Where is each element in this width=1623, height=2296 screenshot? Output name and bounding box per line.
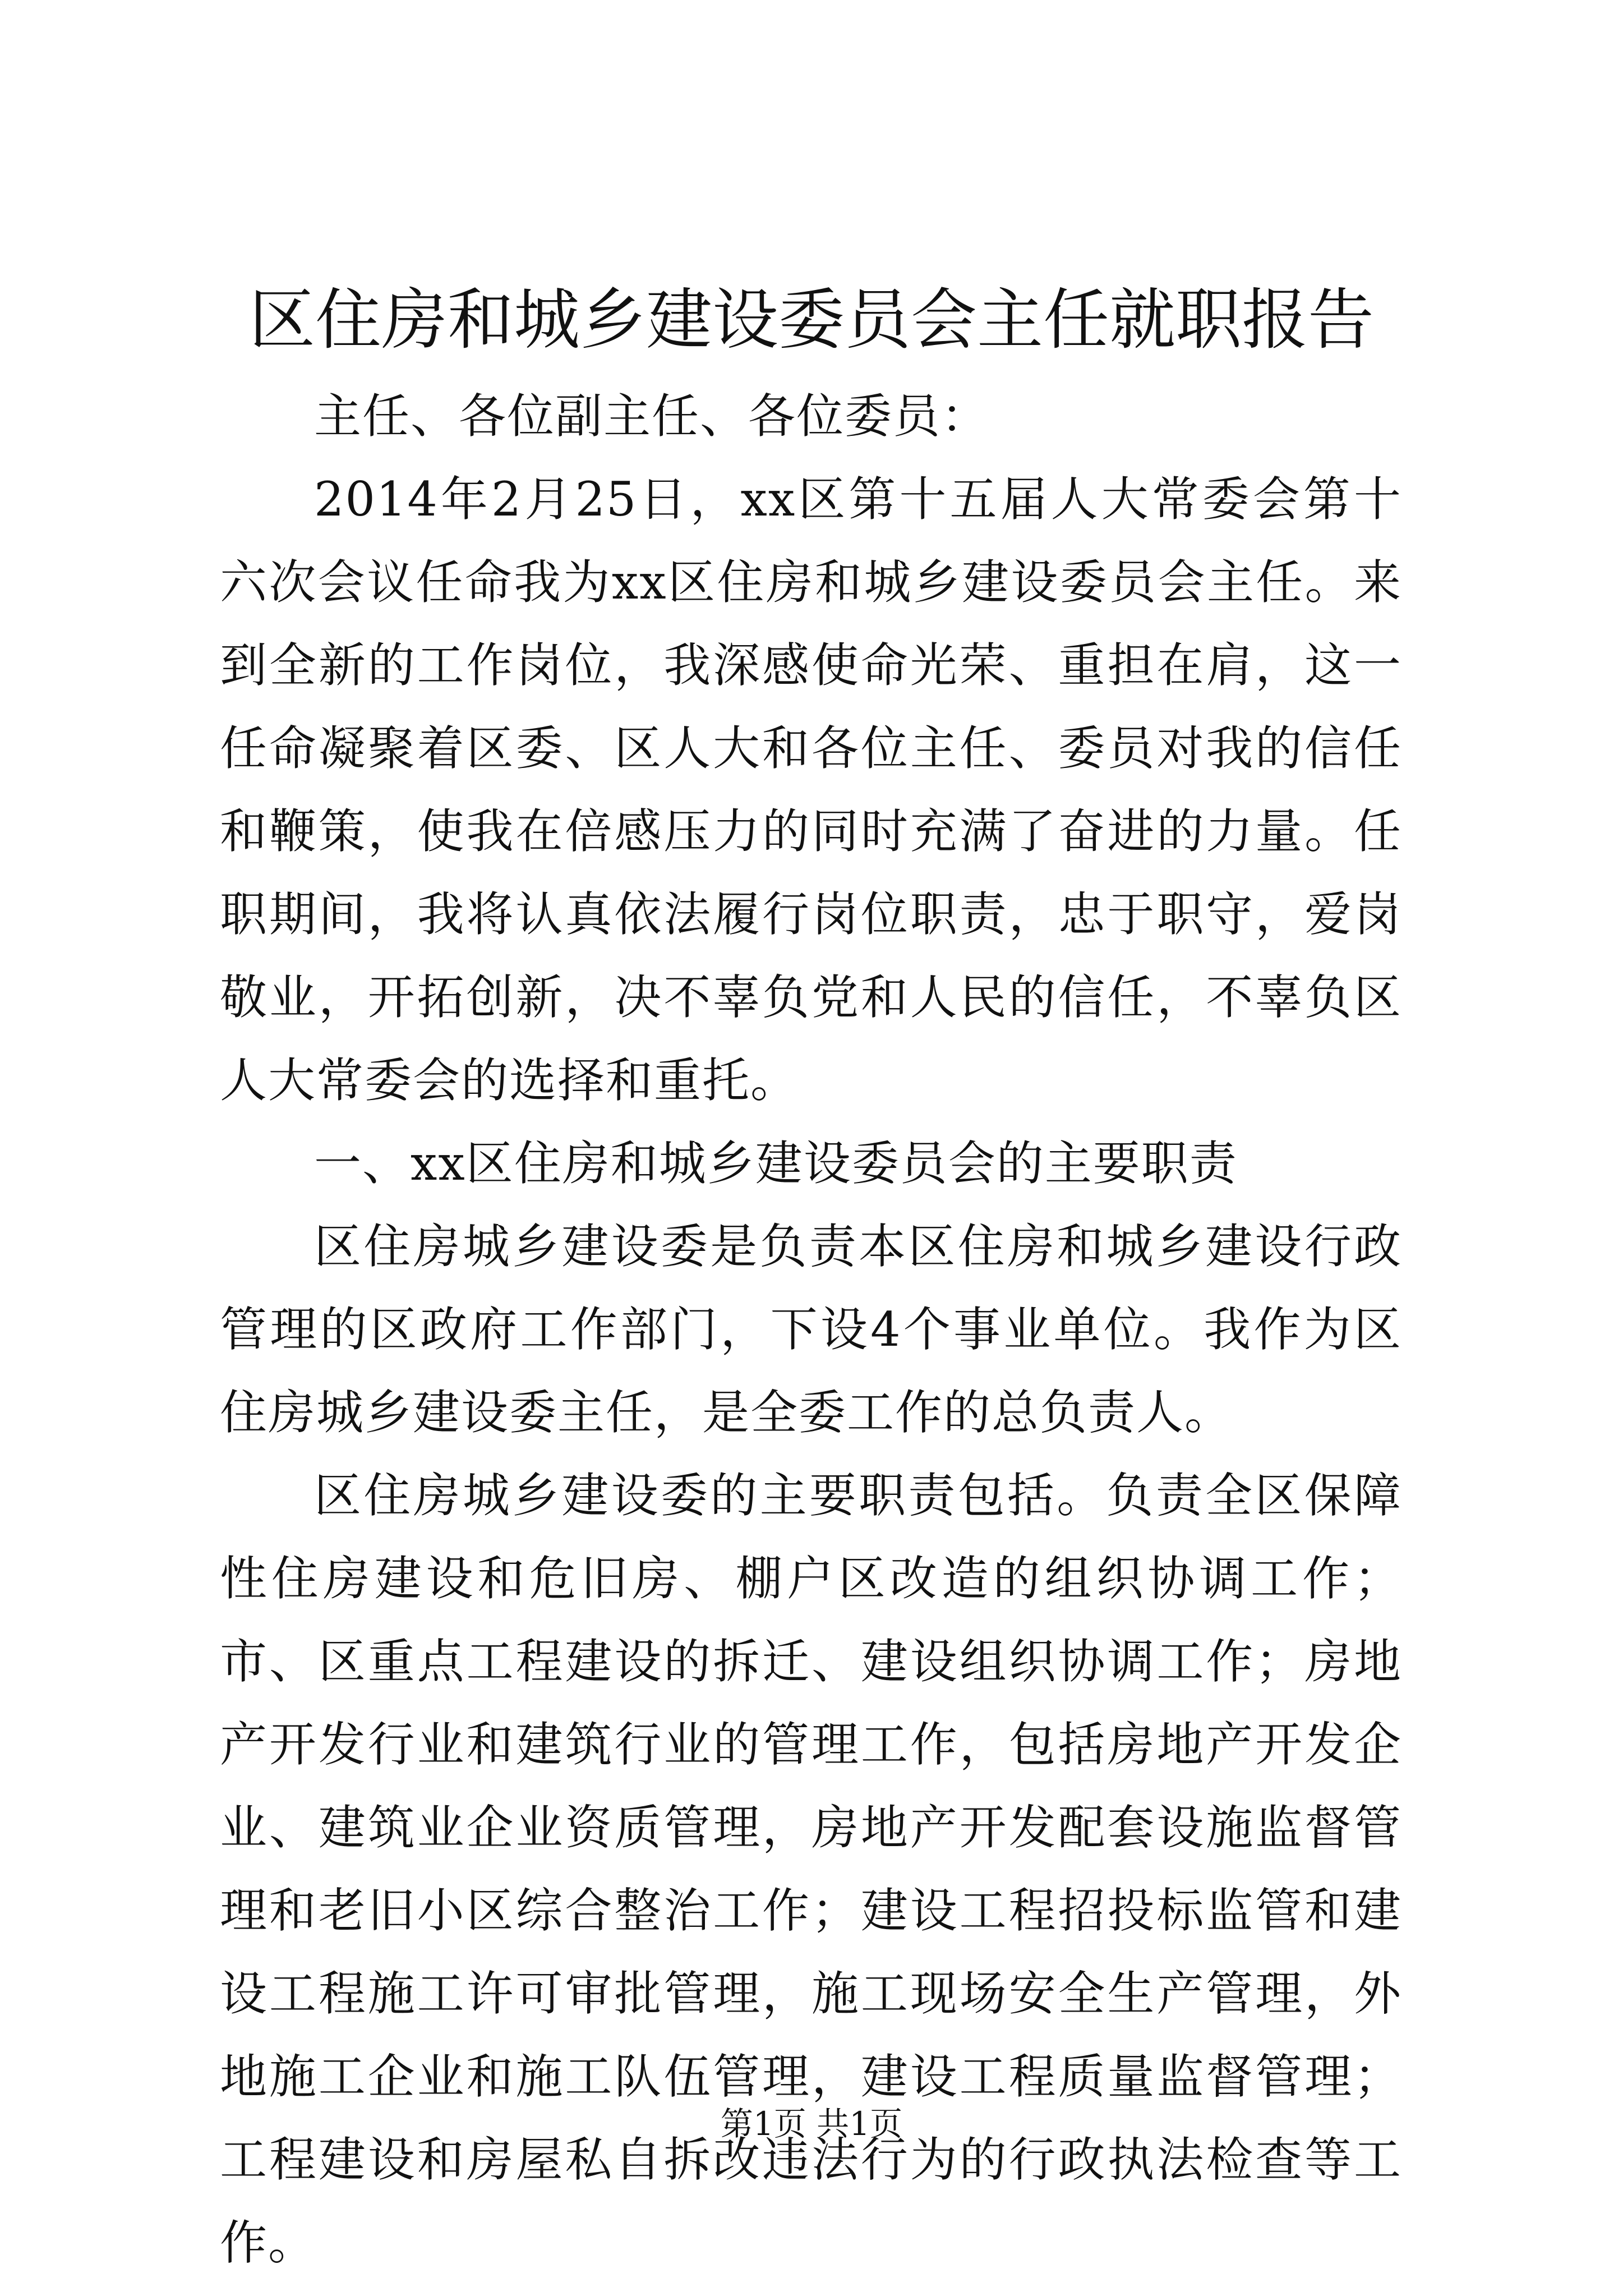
- body-paragraph: 区住房城乡建设委是负责本区住房和城乡建设行政管理的区政府工作部门，下设4个事业单位。我作为区住房城乡建设委主任，是全委工作的总负责人。: [220, 1219, 1402, 1440]
- body-paragraph: 2014年2月25日，xx区第十五届人大常委会第十六次会议任命我为xx区住房和城乡建设委员会主任。来到全新的工作岗位，我深感使命光荣、重担在肩，这一任命凝聚着区委、区人大和各位主任、委员对我的信任和鞭策，使我在倍感压力的同时充满了奋进的力量。任职期间，我将认真依法履行岗位职责，忠于职守，爱岗敬业，开拓创新，决不辜负党和人民的信任，不辜负区人大常委会的选择和重托。: [220, 472, 1402, 1108]
- document-title: 区住房和城乡建设委员会主任就职报告: [248, 281, 1374, 358]
- body-paragraph: 区住房城乡建设委的主要职责包括。负责全区保障性住房建设和危旧房、棚户区改造的组织协调工作；市、区重点工程建设的拆迁、建设组织协调工作；房地产开发行业和建筑行业的管理工作，包括房地产开发企业、建筑业企业资质管理，房地产开发配套设施监督管理和老旧小区综合整治工作；建设工程招投标监管和建设工程施工许可审批管理，施工现场安全生产管理，外地施工企业和施工队伍管理，建设工程质量监督管理；工程建设和房屋私自拆改违法行为的行政执法检查等工作。: [220, 1468, 1402, 2270]
- document-body: [220, 375, 1402, 2284]
- page-number-footer: 第1页 共1页: [720, 2105, 903, 2143]
- section-heading: 一、xx区住房和城乡建设委员会的主要职责: [314, 1136, 1238, 1191]
- salutation-paragraph: 主任、各位副主任、各位委员：: [314, 389, 990, 444]
